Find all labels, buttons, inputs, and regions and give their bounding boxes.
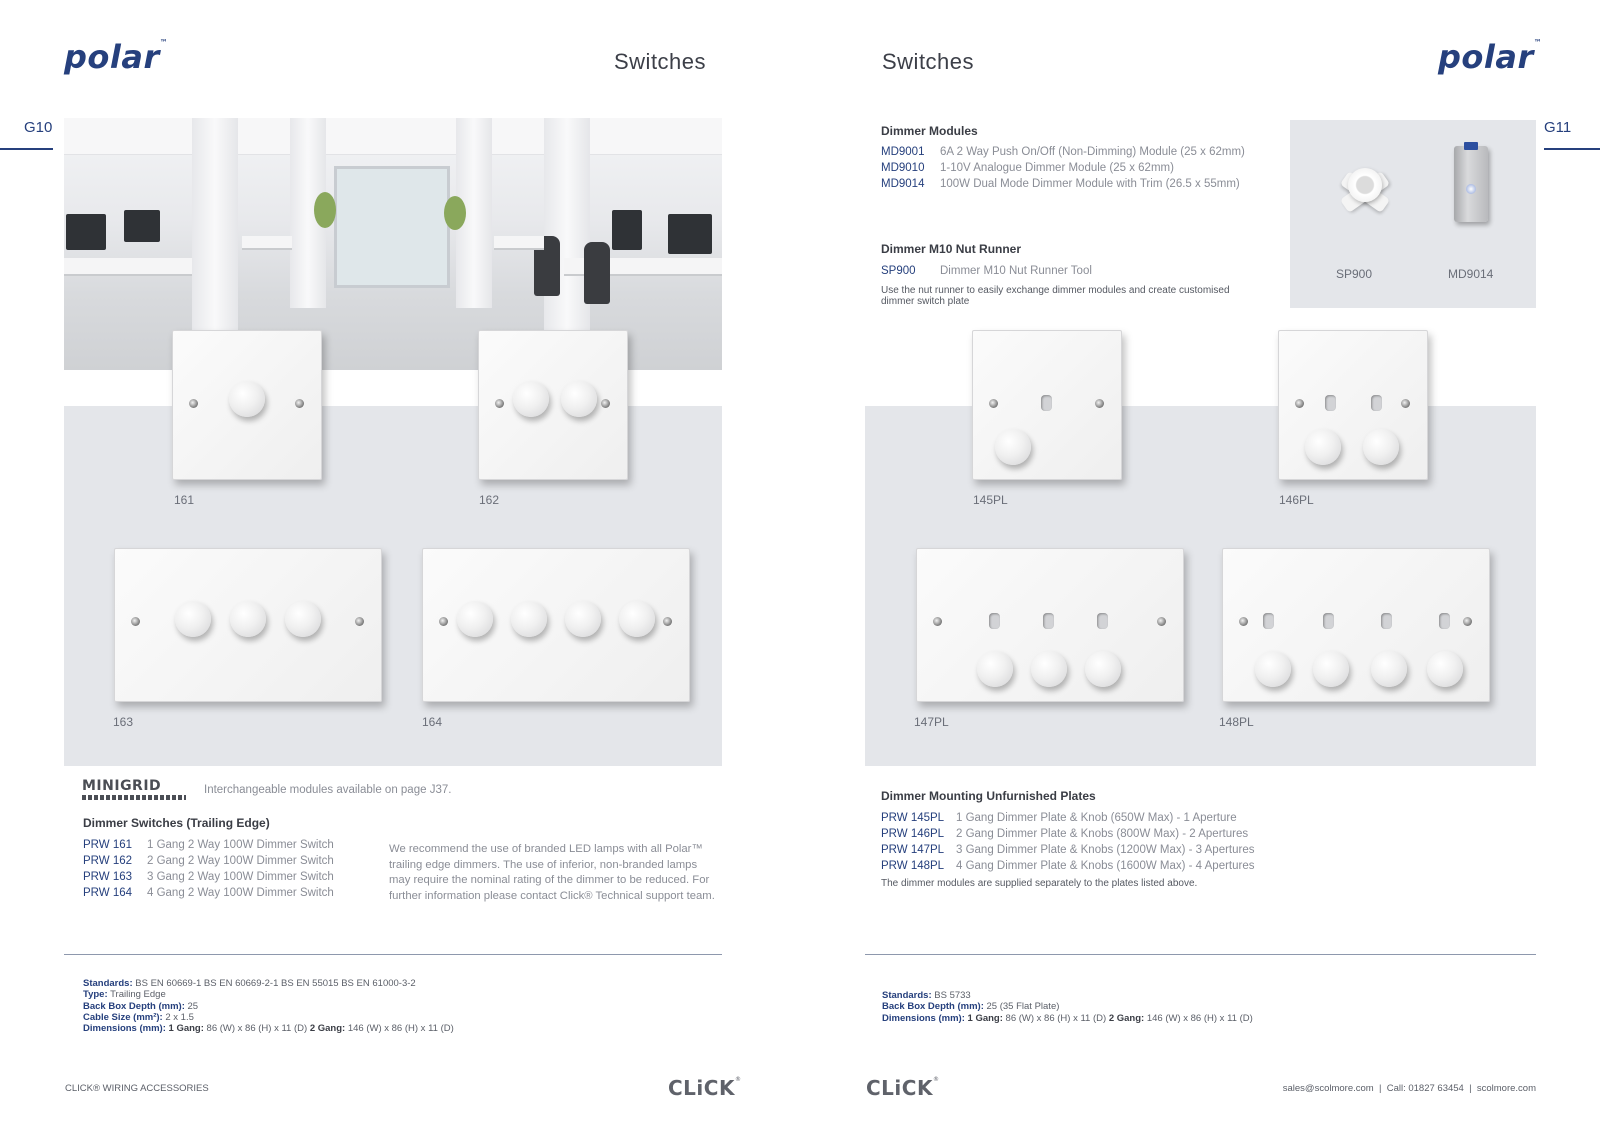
section-title-unfurnished-plates: Dimmer Mounting Unfurnished Plates [881,789,1096,803]
screw-icon [933,617,942,626]
list-item: PRW 147PL 3 Gang Dimmer Plate & Knobs (1200W Max) - 3 Apertures [881,844,1255,856]
screw-icon [601,399,610,408]
knob-icon [995,429,1031,465]
screw-icon [495,399,504,408]
plate-label: 148PL [1219,715,1254,729]
section-title-dimmer-modules: Dimmer Modules [881,124,978,138]
unfurnished-plate-list [881,810,1254,874]
screw-icon [439,617,448,626]
plate-145pl [972,330,1122,480]
list-item: PRW 162 2 Gang 2 Way 100W Dimmer Switch [83,855,334,867]
aperture-icon [1439,613,1450,629]
nut-runner-image [1330,158,1400,228]
knob-icon [977,651,1013,687]
footer-brand-text: CLICK® WIRING ACCESSORIES [65,1083,209,1094]
plate-161 [172,330,322,480]
knob-icon [1427,651,1463,687]
module-image-panel [1290,120,1536,308]
specs-left: Standards: BS EN 60669-1 BS EN 60669-2-1 BS EN 55015 BS EN 61000-3-2 Type: Trailing Edge Back Box Depth (mm): 25 Cable Size (mm²): 2 x 1.5 Dimensions (mm): 1 Gang: 86 (W) x 86 (H) x 11 (D) 2 Gang: 146 (W) x 86 (H) x 11 (D) [83,978,454,1035]
module-image-label: MD9014 [1448,267,1494,281]
screw-icon [663,617,672,626]
knob-icon [230,601,266,637]
aperture-icon [1263,613,1274,629]
screw-icon [1157,617,1166,626]
plate-label: 146PL [1279,493,1314,507]
screw-icon [1239,617,1248,626]
screw-icon [131,617,140,626]
plate-163 [114,548,382,702]
nut-runner-item: SP900 Dimmer M10 Nut Runner Tool [881,265,1092,277]
knob-icon [619,601,655,637]
screw-icon [189,399,198,408]
screw-icon [1295,399,1304,408]
module-image-label: SP900 [1336,267,1373,281]
aperture-icon [1381,613,1392,629]
screw-icon [989,399,998,408]
dimmer-module-list [881,144,1245,192]
plate-label: 163 [113,715,134,729]
led-lamp-note: We recommend the use of branded LED lamps with all Polar™ trailing edge dimmers. The use of inferior, non-branded lamps may require the nominal rating of the dimmer to be reduced. For further information please contact Click® Technical support team. [389,843,715,902]
page-title-left: Switches [614,49,707,74]
list-item: PRW 163 3 Gang 2 Way 100W Dimmer Switch [83,871,334,883]
screw-icon [1095,399,1104,408]
section-title-nut-runner: Dimmer M10 Nut Runner [881,242,1022,256]
page-number-right: G11 [1544,119,1572,136]
knob-icon [1085,651,1121,687]
list-item: PRW 148PL 4 Gang Dimmer Plate & Knobs (1600W Max) - 4 Apertures [881,860,1255,872]
plates-note: The dimmer modules are supplied separately to the plates listed above. [881,878,1198,889]
page-title-right: Switches [882,49,975,74]
polar-logo-left: polar™ [64,38,169,76]
screw-icon [1401,399,1410,408]
knob-icon [1255,651,1291,687]
aperture-icon [1371,395,1382,411]
list-item: MD9014 100W Dual Mode Dimmer Module with Trim (26.5 x 55mm) [881,178,1240,190]
knob-icon [175,601,211,637]
knob-icon [561,381,597,417]
contact-info: sales@scolmore.com | Call: 01827 63454 | scolmore.com [1282,1083,1536,1094]
plate-label: 145PL [973,493,1008,507]
divider-right [865,954,1536,955]
list-item: MD9010 1-10V Analogue Dimmer Module (25 x 62mm) [881,162,1174,174]
plate-164 [422,548,690,702]
knob-icon [1031,651,1067,687]
divider-left [64,954,722,955]
list-item: PRW 164 4 Gang 2 Way 100W Dimmer Switch [83,887,334,899]
plate-label: 164 [422,715,443,729]
knob-icon [457,601,493,637]
knob-icon [513,381,549,417]
page-marker-rule-right [1544,148,1600,150]
minigrid-logo: MINIGRID [82,778,186,800]
list-item: PRW 146PL 2 Gang Dimmer Plate & Knobs (800W Max) - 2 Apertures [881,828,1249,840]
knob-icon [1313,651,1349,687]
aperture-icon [989,613,1000,629]
plate-label: 162 [479,493,500,507]
aperture-icon [1323,613,1334,629]
dimmer-switch-list [83,837,334,901]
screw-icon [295,399,304,408]
plate-148pl [1222,548,1490,702]
plate-label: 161 [174,493,195,507]
specs-right: Standards: BS 5733 Back Box Depth (mm): 25 (35 Flat Plate) Dimensions (mm): 1 Gang: 86 (W) x 86 (H) x 11 (D) 2 Gang: 146 (W) x 86 (H) x 11 (D) [882,990,1253,1024]
click-logo-left: CLiCK® [668,1076,742,1100]
knob-icon [285,601,321,637]
polar-logo-right: polar™ [1438,38,1543,76]
knob-icon [1363,429,1399,465]
screw-icon [355,617,364,626]
page-number-left: G10 [24,119,53,136]
knob-icon [511,601,547,637]
aperture-icon [1041,395,1052,411]
screw-icon [1463,617,1472,626]
plate-146pl [1278,330,1428,480]
knob-icon [1305,429,1341,465]
plate-label: 147PL [914,715,949,729]
list-item: PRW 161 1 Gang 2 Way 100W Dimmer Switch [83,839,334,851]
knob-icon [565,601,601,637]
page-marker-rule-left [0,148,53,150]
dimmer-module-image [1454,146,1488,222]
knob-icon [229,381,265,417]
plate-162 [478,330,628,480]
list-item: MD9001 6A 2 Way Push On/Off (Non-Dimming) Module (25 x 62mm) [881,146,1245,158]
minigrid-note: Interchangeable modules available on page J37. [204,784,452,796]
aperture-icon [1325,395,1336,411]
aperture-icon [1097,613,1108,629]
list-item: PRW 145PL 1 Gang Dimmer Plate & Knob (650W Max) - 1 Aperture [881,812,1237,824]
nut-runner-note: Use the nut runner to easily exchange dimmer modules and create customised dimmer switch plate [881,285,1230,307]
knob-icon [1371,651,1407,687]
section-title-dimmer-switches: Dimmer Switches (Trailing Edge) [83,816,270,830]
plate-147pl [916,548,1184,702]
click-logo-right: CLiCK® [866,1076,940,1100]
aperture-icon [1043,613,1054,629]
